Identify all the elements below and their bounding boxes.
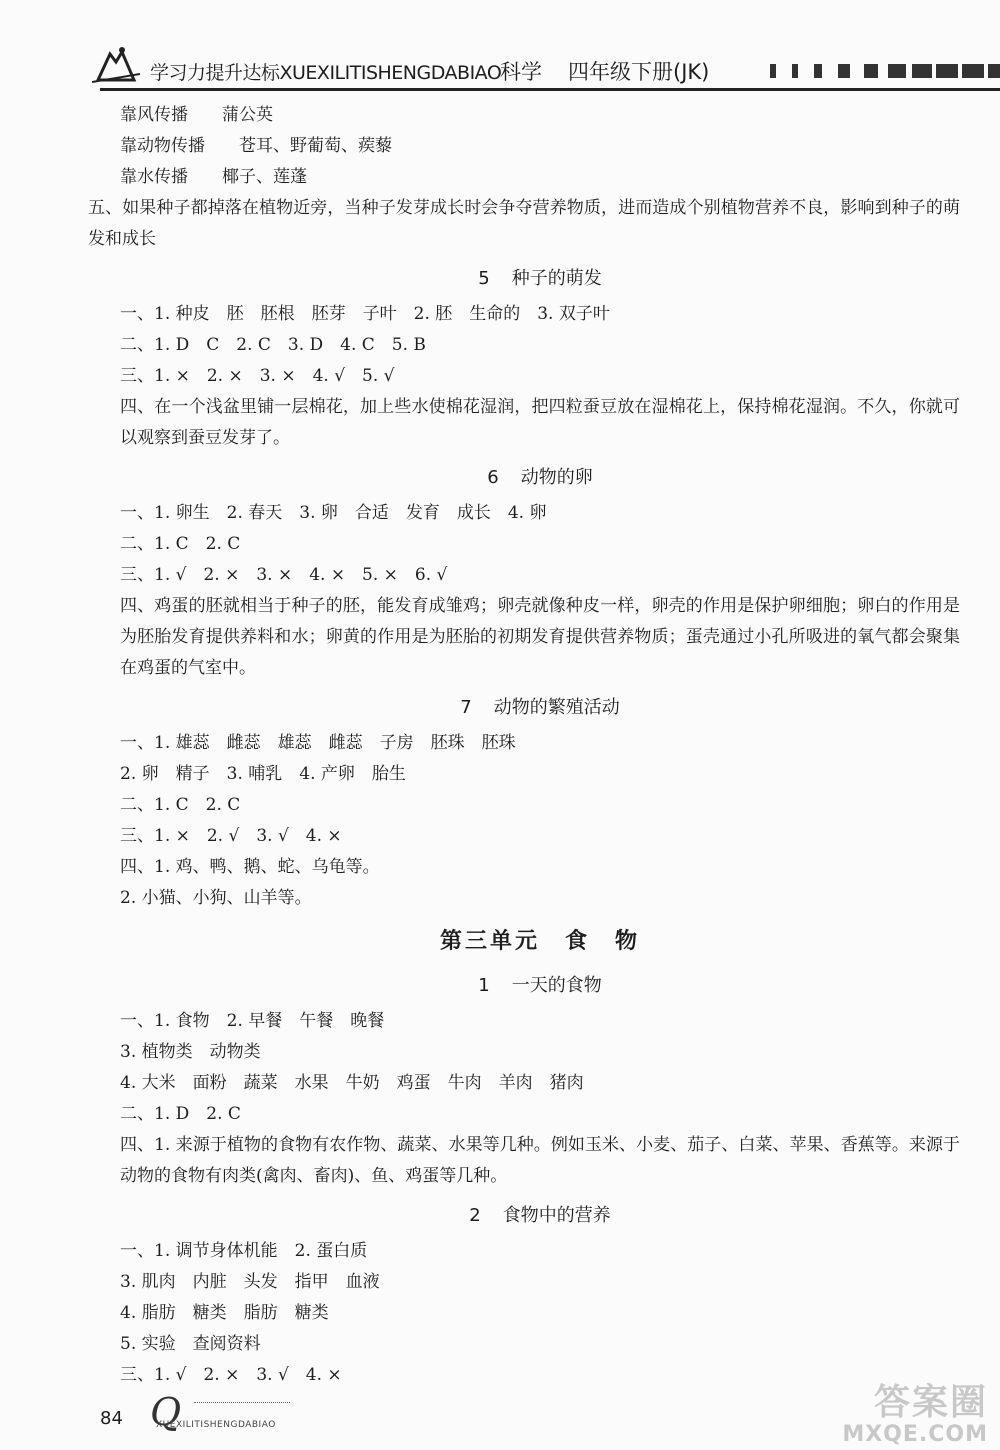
page-header: [0, 0, 1000, 100]
answer-line: 四、1. 鸡、鸭、鹅、蛇、乌龟等。: [120, 857, 380, 877]
section-heading: [120, 962, 960, 1006]
answer-line: 3. 肌肉 内脏 头发 指甲 血液: [120, 1272, 380, 1292]
answer-line: 三、1. √ 2. × 3. √ 4. ×: [120, 1365, 342, 1385]
section-number: 7: [460, 697, 472, 718]
section-heading: [120, 684, 960, 728]
answer-line: 二、1. C 2. C: [120, 795, 241, 815]
series-title: 学习力提升达标XUEXILITISHENGDABIAO: [150, 62, 502, 84]
answer-line: 三、1. √ 2. × 3. × 4. × 5. × 6. √: [120, 565, 448, 585]
section-title: 种子的萌发: [511, 268, 602, 289]
answer-line: 4. 大米 面粉 蔬菜 水果 牛奶 鸡蛋 牛肉 羊肉 猪肉: [120, 1073, 584, 1093]
runner-logo-icon: [92, 44, 140, 84]
answer-paragraph: 四、鸡蛋的胚就相当于种子的胚，能发育成雏鸡；卵壳就像种皮一样，卵壳的作用是保护卵细胞；卵白的作用是为胚胎发育提供养料和水；卵黄的作用是为胚胎的初期发育提供营养物质；蛋壳通过小孔所吸进的氧气都会聚集在鸡蛋的气室中。: [120, 596, 960, 678]
answer-content: [88, 100, 960, 1391]
answer-line: 一、1. 调节身体机能 2. 蛋白质: [120, 1241, 368, 1261]
answer-line: 一、1. 食物 2. 早餐 午餐 晚餐: [120, 1011, 385, 1031]
answer-line: 4. 脂肪 糖类 脂肪 糖类: [120, 1303, 329, 1323]
brand-initial: Q: [150, 1390, 182, 1434]
intro-line: 靠动物传播 苍耳、野葡萄、蒺藜: [120, 136, 392, 156]
subject-label: 科学: [500, 60, 542, 84]
answer-line: 一、1. 种皮 胚 胚根 胚芽 子叶 2. 胚 生命的 3. 双子叶: [120, 304, 610, 324]
footer-brand: XUEXILITISHENGDABIAO: [156, 1420, 276, 1430]
answer-line: 2. 小猫、小狗、山羊等。: [120, 888, 312, 908]
section-number: 2: [469, 1205, 481, 1226]
section-heading: [120, 1192, 960, 1236]
answer-line: 二、1. D 2. C: [120, 1104, 241, 1124]
footer-logo: [150, 1390, 310, 1434]
page-number: 84: [100, 1408, 123, 1429]
section-number: 6: [487, 467, 499, 488]
header-rule: [100, 88, 1000, 91]
answer-paragraph: 四、1. 来源于植物的食物有农作物、蔬菜、水果等几种。例如玉米、小麦、茄子、白菜、苹果、香蕉等。来源于动物的食物有肉类(禽肉、畜肉)、鱼、鸡蛋等几种。: [120, 1135, 960, 1186]
section-title: 动物的卵: [520, 467, 593, 488]
intro-paragraph: 五、如果种子都掉落在植物近旁，当种子发芽成长时会争夺营养物质，进而造成个别植物营养不良，影响到种子的萌发和成长: [88, 198, 960, 249]
answer-line: 三、1. × 2. √ 3. √ 4. ×: [120, 826, 342, 846]
answer-line: 3. 植物类 动物类: [120, 1042, 261, 1062]
answer-line: 二、1. C 2. C: [120, 534, 241, 554]
answer-line: 5. 实验 查阅资料: [120, 1334, 261, 1354]
answer-line: 二、1. D C 2. C 3. D 4. C 5. B: [120, 335, 426, 355]
section-title: 一天的食物: [511, 975, 602, 996]
unit-title: 第三单元 食 物: [439, 928, 640, 954]
intro-line: 靠风传播 蒲公英: [120, 105, 273, 125]
section-title: 动物的繁殖活动: [493, 697, 620, 718]
grade-label: 四年级下册(JK): [568, 60, 710, 84]
section-number: 1: [478, 975, 490, 996]
section-heading: [120, 454, 960, 498]
section-title: 食物中的营养: [502, 1205, 611, 1226]
section-number: 5: [478, 268, 490, 289]
watermark-cn: 答案圈: [873, 1382, 988, 1423]
answer-line: 2. 卵 精子 3. 哺乳 4. 产卵 胎生: [120, 764, 406, 784]
answer-paragraph: 四、在一个浅盆里铺一层棉花，加上些水使棉花湿润，把四粒蚕豆放在湿棉花上，保持棉花湿润。不久，你就可以观察到蚕豆发芽了。: [120, 397, 960, 448]
intro-line: 靠水传播 椰子、莲蓬: [120, 167, 307, 187]
watermark-en: MXQE.COM: [842, 1422, 988, 1447]
answer-line: 一、1. 卵生 2. 春天 3. 卵 合适 发育 成长 4. 卵: [120, 503, 547, 523]
answer-line: 三、1. × 2. × 3. × 4. √ 5. √: [120, 366, 395, 386]
watermark: [820, 1374, 1000, 1450]
section-heading: [120, 255, 960, 299]
answer-line: 一、1. 雄蕊 雌蕊 雄蕊 雌蕊 子房 胚珠 胚珠: [120, 733, 516, 753]
footer-divider: [194, 1402, 290, 1403]
